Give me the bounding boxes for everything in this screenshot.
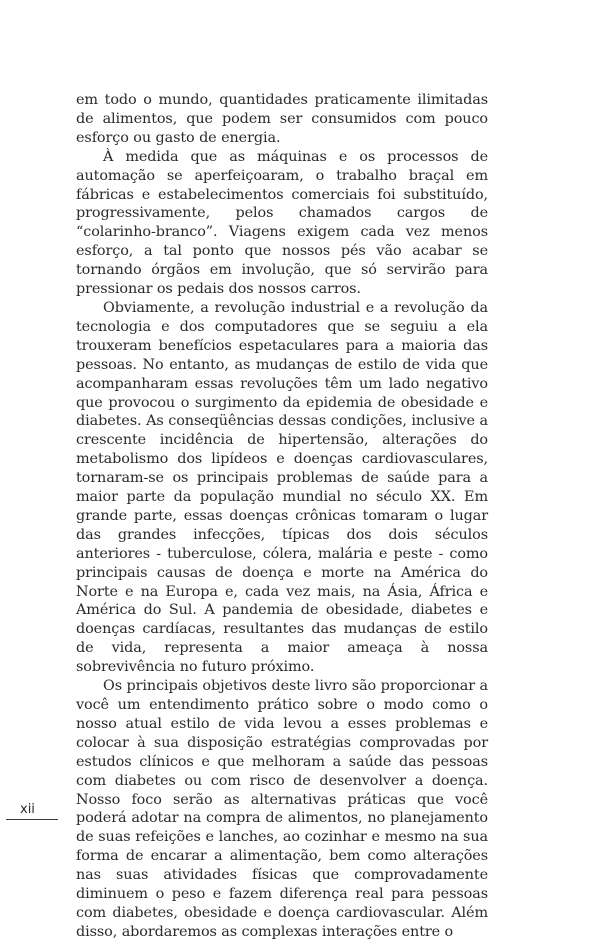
page-number-rule xyxy=(6,819,58,820)
paragraph-industrial-revolution: Obviamente, a revolução industrial e a revolução da tecnologia e dos computadores que se seguiu a ela trouxeram benefícios espetaculares para a maioria das pessoas. No entanto, as mudanças de estilo de vida que acompanharam essas revoluções têm um lado negativo que provocou o surgimento da epidemia de obesidade e diabetes. As conseqüências dessas condições, inclusive a crescente incidência de hipertensão, alterações do metabolismo dos lipídeos e doenças cardiovasculares, tornaram-se os principais problemas de saúde para a maior parte da população mundial no século XX. Em grande parte, essas doenças crônicas tomaram o lugar das grandes infecções, típicas dos dois séculos anteriores - tuberculose, cólera, malária e peste - como principais causas de doença e morte na América do Norte e na Europa e, cada vez mais, na Ásia, África e América do Sul. A pandemia de obesidade, diabetes e doenças cardíacas, resultantes das mudanças de estilo de vida, representa a maior ameaça à nossa sobrevivência no futuro próximo. xyxy=(76,299,488,676)
paragraph-book-objectives: Os principais objetivos deste livro são proporcionar a você um entendimento prático sobre o modo como o nosso atual estilo de vida levou a esses problemas e colocar à sua disposição estratégias comprovadas por estudos clínicos e que melhoram a saúde das pessoas com diabetes ou com risco de desenvolver a doença. Nosso foco serão as alternativas práticas que você poderá adotar na compra de alimentos, no planejamento de suas refeições e lanches, ao cozinhar e mesmo na sua forma de encarar a alimentação, bem como alterações nas suas atividades físicas que comprovadamente diminuem o peso e fazem diferença real para pessoas com diabetes, obesidade e doença cardiovascular. Além disso, abordaremos as complexas interações entre o xyxy=(76,678,488,940)
paragraph-continuation: em todo o mundo, quantidades praticamente ilimitadas de alimentos, que podem ser consumidos com pouco esforço ou gasto de energia. xyxy=(76,92,488,146)
paragraph-automation: À medida que as máquinas e os processos de automação se aperfeiçoaram, o trabalho braçal em fábricas e estabelecimentos comerciais foi substituído, progressivamente, pelos chamados cargos de “colarinho-branco”. Viagens exigem cada vez menos esforço, a tal ponto que nossos pés vão acabar se tornando órgãos em involução, que só servirão para pressionar os pedais dos nossos carros. xyxy=(76,148,488,298)
body-text xyxy=(76,91,488,942)
page-number: xii xyxy=(20,802,35,817)
